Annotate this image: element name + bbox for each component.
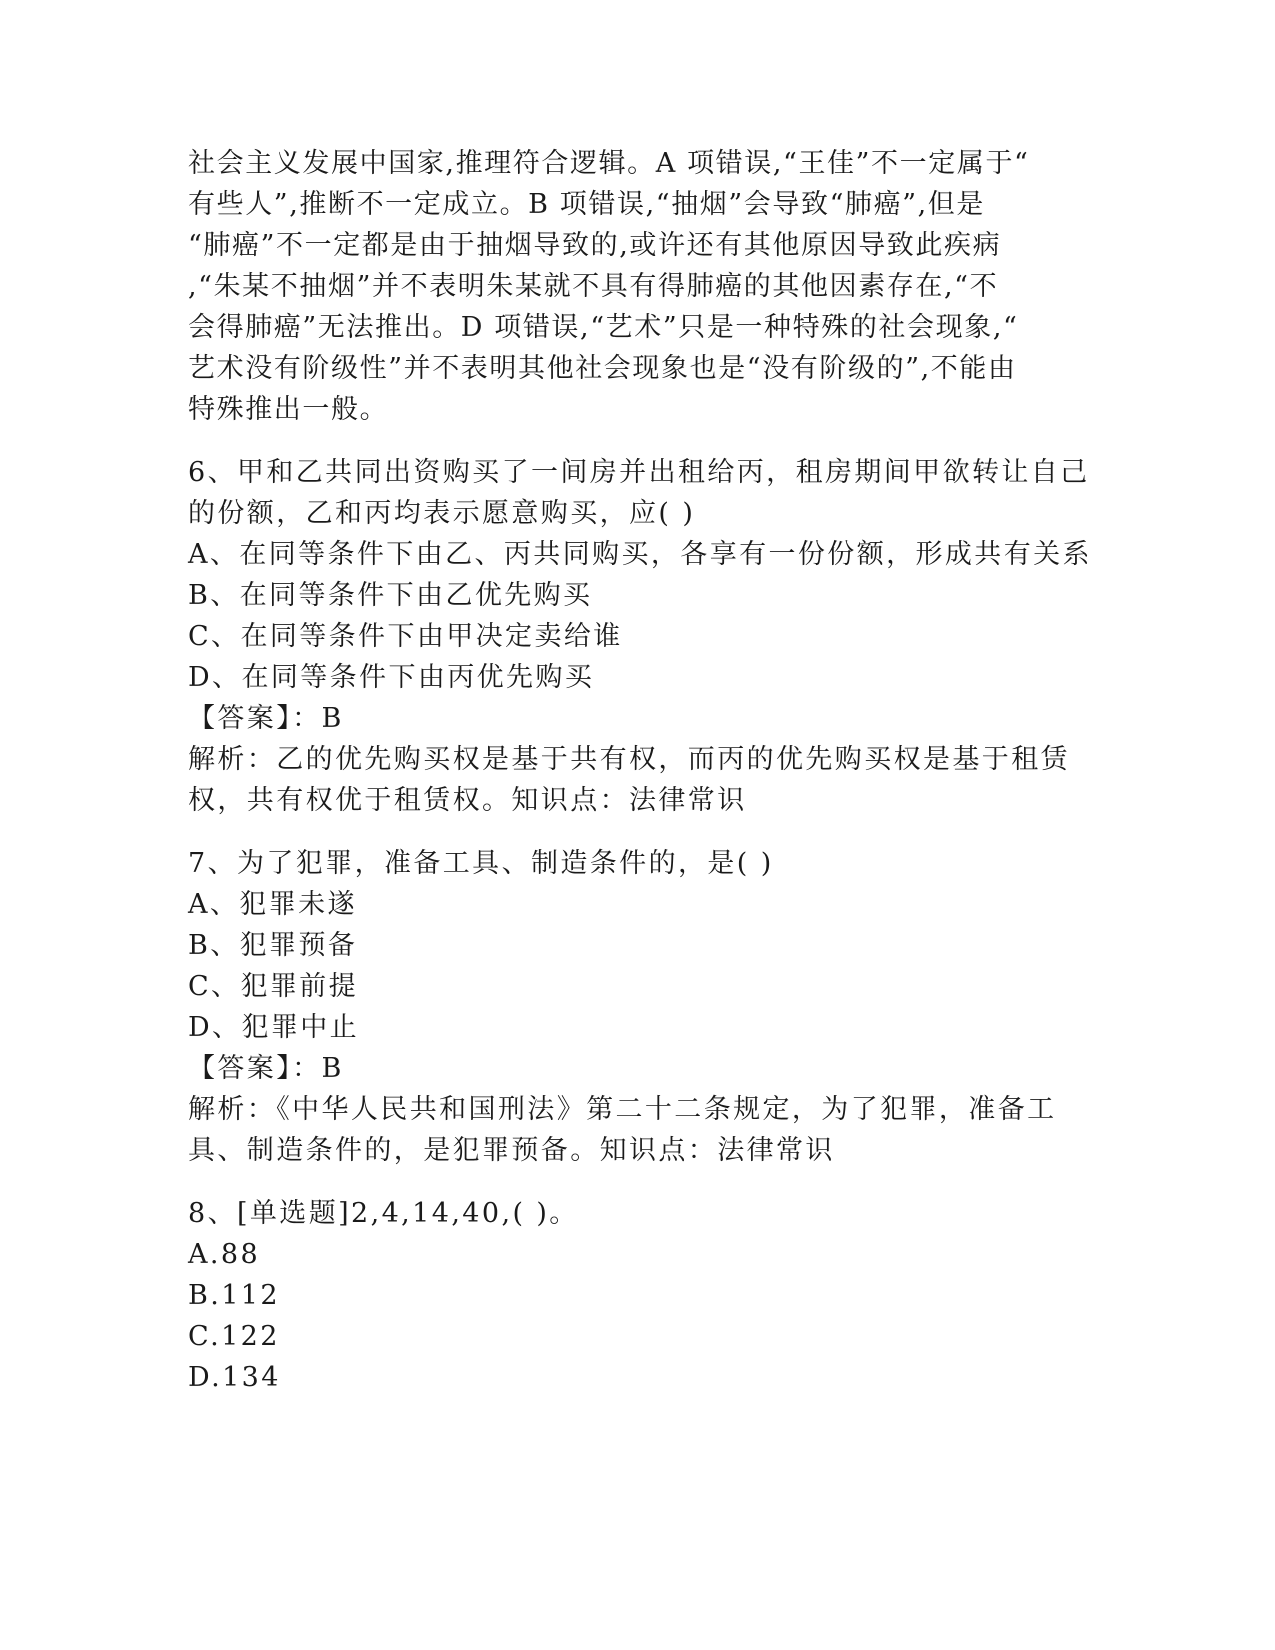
- option-d: D、在同等条件下由丙优先购买: [188, 662, 595, 693]
- analysis-line: 特殊推出一般。: [188, 394, 389, 425]
- question-stem: 6、甲和乙共同出资购买了一间房并出租给丙，租房期间甲欲转让自己: [188, 457, 1090, 488]
- question-stem: 的份额，乙和丙均表示愿意购买，应( ): [188, 498, 696, 529]
- option-c: C、犯罪前提: [188, 971, 359, 1002]
- analysis-line: 解析：《中华人民共和国刑法》第二十二条规定，为了犯罪，准备工: [188, 1094, 1057, 1125]
- analysis-line: 有些人”,推断不一定成立。B 项错误,“抽烟”会导致“肺癌”,但是: [188, 189, 985, 220]
- option-b: B.112: [188, 1280, 280, 1311]
- analysis-line: 具、制造条件的，是犯罪预备。知识点：法律常识: [188, 1135, 835, 1166]
- answer-label: 【答案】：B: [188, 703, 344, 734]
- analysis-line: 会得肺癌”无法推出。D 项错误,“艺术”只是一种特殊的社会现象,“: [188, 312, 1019, 343]
- option-b: B、在同等条件下由乙优先购买: [188, 580, 593, 611]
- analysis-line: 社会主义发展中国家,推理符合逻辑。A 项错误,“王佳”不一定属于“: [188, 148, 1030, 179]
- option-a: A.88: [188, 1239, 261, 1270]
- question-stem: 8、[单选题]2,4,14,40,( )。: [188, 1198, 579, 1229]
- option-d: D.134: [188, 1362, 281, 1393]
- option-d: D、犯罪中止: [188, 1012, 360, 1043]
- option-c: C.122: [188, 1321, 280, 1352]
- answer-label: 【答案】：B: [188, 1053, 344, 1084]
- option-a: A、犯罪未遂: [188, 889, 357, 920]
- question-stem: 7、为了犯罪，准备工具、制造条件的，是( ): [188, 848, 774, 879]
- analysis-line: “肺癌”不一定都是由于抽烟导致的,或许还有其他原因导致此疾病: [188, 230, 1002, 261]
- analysis-line: 解析：乙的优先购买权是基于共有权，而丙的优先购买权是基于租赁: [188, 744, 1070, 775]
- option-b: B、犯罪预备: [188, 930, 358, 961]
- option-c: C、在同等条件下由甲决定卖给谁: [188, 621, 623, 652]
- option-a: A、在同等条件下由乙、丙共同购买，各享有一份份额，形成共有关系: [188, 539, 1092, 570]
- analysis-line: ,“朱某不抽烟”并不表明朱某就不具有得肺癌的其他因素存在,“不: [188, 271, 999, 302]
- analysis-line: 权，共有权优于租赁权。知识点：法律常识: [188, 785, 747, 816]
- analysis-line: 艺术没有阶级性”并不表明其他社会现象也是“没有阶级的”,不能由: [188, 353, 1017, 384]
